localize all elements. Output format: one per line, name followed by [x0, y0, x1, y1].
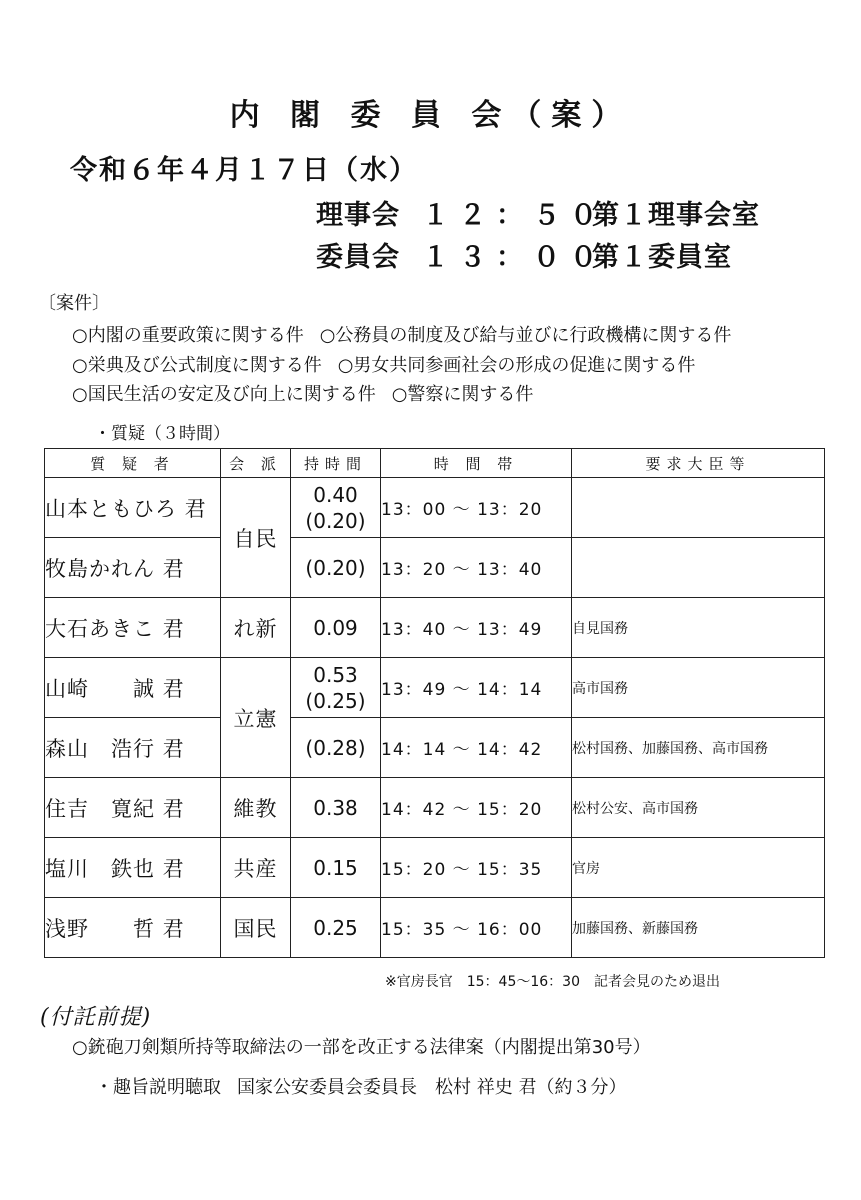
total-time: 0.53: [313, 662, 358, 687]
total-time: 0.38: [313, 795, 358, 820]
requested-ministers: 官房: [572, 838, 825, 898]
speaking-time: [291, 478, 381, 538]
handwritten-annotation: (付託前提): [40, 1005, 152, 1030]
explanation-person: 国家公安委員会委員長 松村 祥史 君（約３分）: [237, 1077, 627, 1098]
session-board-meeting: [316, 193, 760, 232]
total-time: 0.25: [313, 915, 358, 940]
session-time: １３：００: [422, 242, 607, 273]
questioner-name: 住吉 寛紀 君: [45, 778, 221, 838]
requested-ministers: 自見国務: [572, 598, 825, 658]
speaking-time: [291, 718, 381, 778]
questioner-name: 塩川 鉄也 君: [45, 838, 221, 898]
table-row: [45, 778, 825, 838]
speaking-time: [291, 838, 381, 898]
bill-item: ○銃砲刀剣類所持等取締法の一部を改正する法律案（内閣提出第30号）: [72, 1037, 651, 1058]
table-header-row: [45, 449, 825, 478]
agenda-item: ○警察に関する件: [391, 384, 534, 405]
questioner-name: 山崎 誠 君: [45, 658, 221, 718]
explanation-line: [95, 1073, 626, 1099]
agenda-line: [72, 380, 533, 406]
allotted-time: (0.20): [305, 555, 366, 580]
session-label: 理事会: [316, 200, 400, 231]
time-slot: 14：14 ～ 14：42: [381, 718, 572, 778]
speaking-time: [291, 658, 381, 718]
time-slot: 13：00 ～ 13：20: [381, 478, 572, 538]
time-slot: 13：20 ～ 13：40: [381, 538, 572, 598]
speaking-time: [291, 778, 381, 838]
agenda-item: ○国民生活の安定及び向上に関する件: [72, 384, 376, 405]
questioner-name: 大石あきこ 君: [45, 598, 221, 658]
explanation-label: ・趣旨説明聴取: [95, 1077, 221, 1098]
header-party: 会 派: [221, 449, 291, 478]
speaking-time: [291, 898, 381, 958]
party-name: 維教: [221, 778, 291, 838]
agenda-item: ○内閣の重要政策に関する件: [72, 325, 304, 346]
party-name: 国民: [221, 898, 291, 958]
header-duration: 持時間: [291, 449, 381, 478]
requested-ministers: 加藤国務、新藤国務: [572, 898, 825, 958]
table-row: [45, 718, 825, 778]
time-slot: 13：40 ～ 13：49: [381, 598, 572, 658]
allotted-time: (0.20): [305, 508, 366, 533]
questioner-name: 山本ともひろ 君: [45, 478, 221, 538]
time-slot: 15：35 ～ 16：00: [381, 898, 572, 958]
time-slot: 15：20 ～ 15：35: [381, 838, 572, 898]
agenda-line: [72, 321, 731, 347]
requested-ministers: 高市国務: [572, 658, 825, 718]
meeting-date: 令和６年４月１７日（水）: [70, 155, 418, 186]
requested-ministers: [572, 478, 825, 538]
table-row: [45, 538, 825, 598]
questioner-name: 牧島かれん 君: [45, 538, 221, 598]
agenda-item: ○栄典及び公式制度に関する件: [72, 355, 322, 376]
table-row: [45, 898, 825, 958]
total-time: 0.40: [313, 482, 358, 507]
document-title: 内 閣 委 員 会（案）: [229, 98, 632, 133]
agenda-line: [72, 351, 695, 377]
header-requested-ministers: 要求大臣等: [572, 449, 825, 478]
session-label: 委員会: [316, 242, 400, 273]
table-row: [45, 658, 825, 718]
party-name: れ新: [221, 598, 291, 658]
party-name: 自民: [221, 478, 291, 598]
table-row: [45, 838, 825, 898]
header-questioner: 質 疑 者: [45, 449, 221, 478]
chief-cabinet-secretary-note: ※官房長官 15：45～16：30 記者会見のため退出: [385, 974, 720, 990]
questioning-schedule-table: [44, 448, 825, 958]
header-time-slot: 時 間 帯: [381, 449, 572, 478]
speaking-time: [291, 538, 381, 598]
requested-ministers: [572, 538, 825, 598]
allotted-time: (0.25): [305, 688, 366, 713]
total-time: 0.15: [313, 855, 358, 880]
questioner-name: 森山 浩行 君: [45, 718, 221, 778]
session-room: 第１理事会室: [592, 200, 760, 231]
agenda-item: ○男女共同参画社会の形成の促進に関する件: [337, 355, 696, 376]
agenda-item: ○公務員の制度及び給与並びに行政機構に関する件: [319, 325, 732, 346]
time-slot: 14：42 ～ 15：20: [381, 778, 572, 838]
speaking-time: [291, 598, 381, 658]
party-name: 共産: [221, 838, 291, 898]
session-committee-meeting: [316, 235, 732, 274]
time-slot: 13：49 ～ 14：14: [381, 658, 572, 718]
allotted-time: (0.28): [305, 735, 366, 760]
party-name: 立憲: [221, 658, 291, 778]
table-row: [45, 598, 825, 658]
questioner-name: 浅野 哲 君: [45, 898, 221, 958]
session-room: 第１委員室: [592, 242, 732, 273]
agenda-heading: 〔案件〕: [38, 293, 110, 314]
requested-ministers: 松村公安、高市国務: [572, 778, 825, 838]
total-time: 0.09: [313, 615, 358, 640]
questioning-label: ・質疑（３時間）: [94, 424, 230, 444]
session-time: １２：５０: [422, 200, 607, 231]
table-row: [45, 478, 825, 538]
requested-ministers: 松村国務、加藤国務、高市国務: [572, 718, 825, 778]
